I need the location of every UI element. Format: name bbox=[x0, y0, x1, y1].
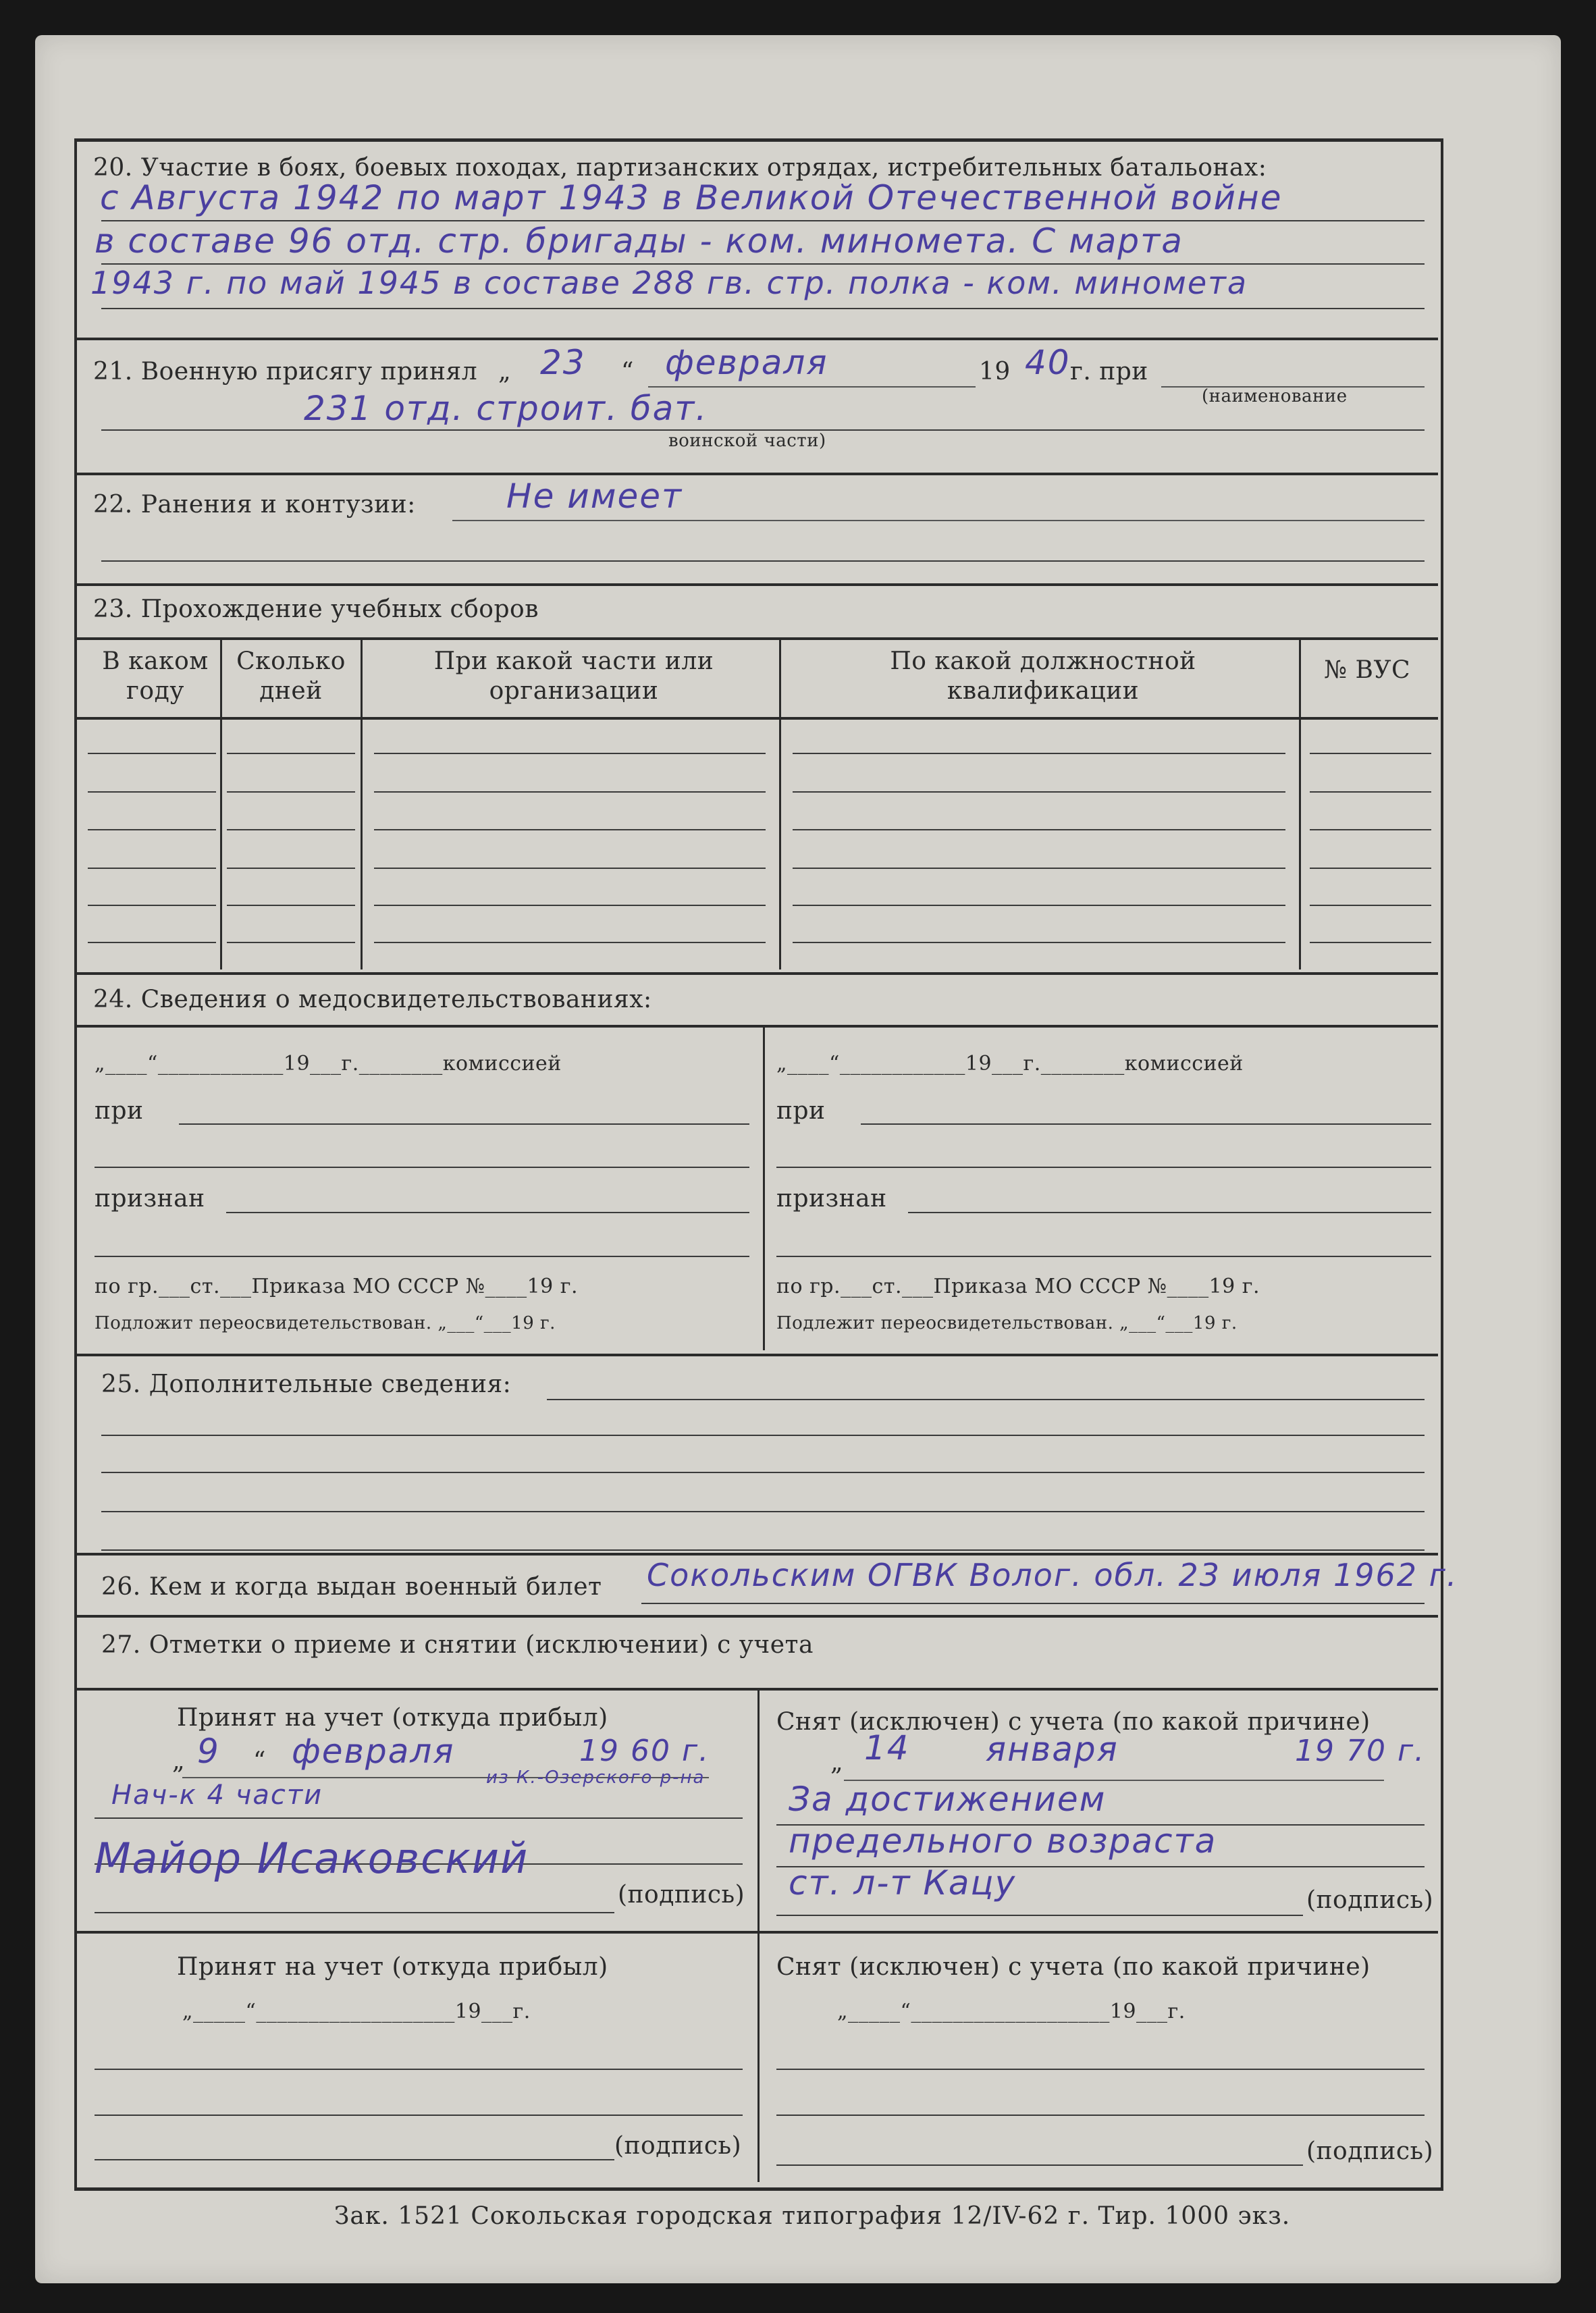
col-vus-header: № ВУС bbox=[1323, 656, 1411, 684]
acc1-quote-open: „ bbox=[172, 1747, 186, 1775]
oath-at-label: г. при bbox=[1070, 358, 1148, 386]
rem1-reason-2: предельного возраста bbox=[789, 1822, 1217, 1861]
caption-unit: воинской части) bbox=[668, 431, 826, 451]
oath-year: 40 bbox=[1025, 343, 1071, 382]
section-26-label: 26. Кем и когда выдан военный билет bbox=[101, 1573, 602, 1601]
section-20-label: 20. Участие в боях, боевых походах, партизанских отрядах, истребительных батальонах: bbox=[93, 154, 1267, 182]
col-days-header: Сколько дней bbox=[236, 647, 346, 705]
med-left-at: при bbox=[95, 1097, 144, 1125]
section-22-label: 22. Ранения и контузии: bbox=[93, 491, 416, 519]
med-right-found: признан bbox=[776, 1185, 887, 1213]
acc2-date-blank: „_____“___________________19___г. bbox=[182, 2000, 531, 2023]
acc1-chief: Нач-к 4 части bbox=[111, 1780, 323, 1811]
acc1-month: февраля bbox=[292, 1732, 455, 1771]
oath-unit: 231 отд. строит. бат. bbox=[304, 389, 708, 428]
med-right-at: при bbox=[776, 1097, 826, 1125]
acc1-signature: Майор Исаковский bbox=[95, 1834, 529, 1883]
section-20-entry-line-3: 1943 г. по май 1945 в составе 288 гв. стр. полка - ком. миномета bbox=[90, 265, 1248, 301]
section-20-entry-line-1: с Августа 1942 по март 1943 в Великой Отечественной войне bbox=[100, 178, 1283, 217]
acc2-sign-caption: (подпись) bbox=[614, 2132, 742, 2160]
caption-name: (наименование bbox=[1202, 386, 1348, 406]
rem2-sign-caption: (подпись) bbox=[1306, 2137, 1434, 2165]
med-left-date-line: „____“____________19___г.________комиссией bbox=[95, 1052, 562, 1075]
med-left-order: по гр.___ст.___Приказа МО СССР №____19 г. bbox=[95, 1275, 579, 1298]
quote-open: „ bbox=[498, 358, 512, 386]
rem2-date-blank: „_____“___________________19___г. bbox=[837, 2000, 1186, 2023]
col-unit-header: При какой части или организации bbox=[433, 647, 714, 705]
rem1-sign-caption: (подпись) bbox=[1306, 1886, 1434, 1914]
wounds-value: Не имеет bbox=[506, 477, 683, 516]
med-right-order: по гр.___ст.___Приказа МО СССР №____19 г. bbox=[776, 1275, 1260, 1298]
quote-close: “ bbox=[621, 358, 634, 386]
rem1-reason-1: За достижением bbox=[789, 1780, 1107, 1819]
med-left-reexam: Подложит переосвидетельствован. „___“___19 г. bbox=[95, 1313, 556, 1333]
acc1-year: 19 60 г. bbox=[579, 1734, 710, 1768]
rem1-reason-3: ст. л-т Кацу bbox=[789, 1863, 1017, 1903]
section-23-label: 23. Прохождение учебных сборов bbox=[93, 595, 539, 623]
accepted-header-2: Принят на учет (откуда прибыл) bbox=[177, 1953, 608, 1981]
acc1-day: 9 bbox=[197, 1732, 220, 1771]
military-id-issued: Сокольским ОГВК Волог. обл. 23 июля 1962 г. bbox=[647, 1557, 1458, 1593]
med-right-date-line: „____“____________19___г.________комиссией bbox=[776, 1052, 1244, 1075]
rem1-year: 19 70 г. bbox=[1295, 1734, 1426, 1768]
oath-year-prefix: 19 bbox=[979, 358, 1011, 386]
oath-day: 23 bbox=[540, 343, 586, 382]
col-qualification-header: По какой должностной квалификации bbox=[890, 647, 1196, 705]
removed-header-2: Снят (исключен) с учета (по какой причине) bbox=[776, 1953, 1371, 1981]
printing-footer: Зак. 1521 Сокольская городская типография 12/IV-62 г. Тир. 1000 экз. bbox=[334, 2202, 1291, 2230]
accepted-header-1: Принят на учет (откуда прибыл) bbox=[177, 1704, 608, 1732]
section-25-label: 25. Дополнительные сведения: bbox=[101, 1371, 512, 1398]
med-left-found: признан bbox=[95, 1185, 205, 1213]
rem1-quote-open: „ bbox=[830, 1749, 844, 1776]
rem1-month: января bbox=[986, 1730, 1119, 1769]
acc1-sign-caption: (подпись) bbox=[618, 1881, 745, 1909]
oath-month: февраля bbox=[665, 343, 828, 382]
col-year-header: В каком году bbox=[102, 647, 209, 705]
section-21-label: 21. Военную присягу принял bbox=[93, 358, 478, 386]
section-20-entry-line-2: в составе 96 отд. стр. бригады - ком. миномета. С марта bbox=[95, 221, 1183, 261]
med-right-reexam: Подлежит переосвидетельствован. „___“___19 г. bbox=[776, 1313, 1238, 1333]
acc1-from: из К.-Озерского р-на bbox=[486, 1767, 706, 1788]
removed-header-1: Снят (исключен) с учета (по какой причине) bbox=[776, 1708, 1371, 1736]
rem1-day: 14 bbox=[864, 1728, 910, 1767]
acc1-quote-close: “ bbox=[253, 1747, 266, 1775]
section-24-label: 24. Сведения о медосвидетельствованиях: bbox=[93, 986, 652, 1013]
section-27-label: 27. Отметки о приеме и снятии (исключении) с учета bbox=[101, 1631, 814, 1659]
